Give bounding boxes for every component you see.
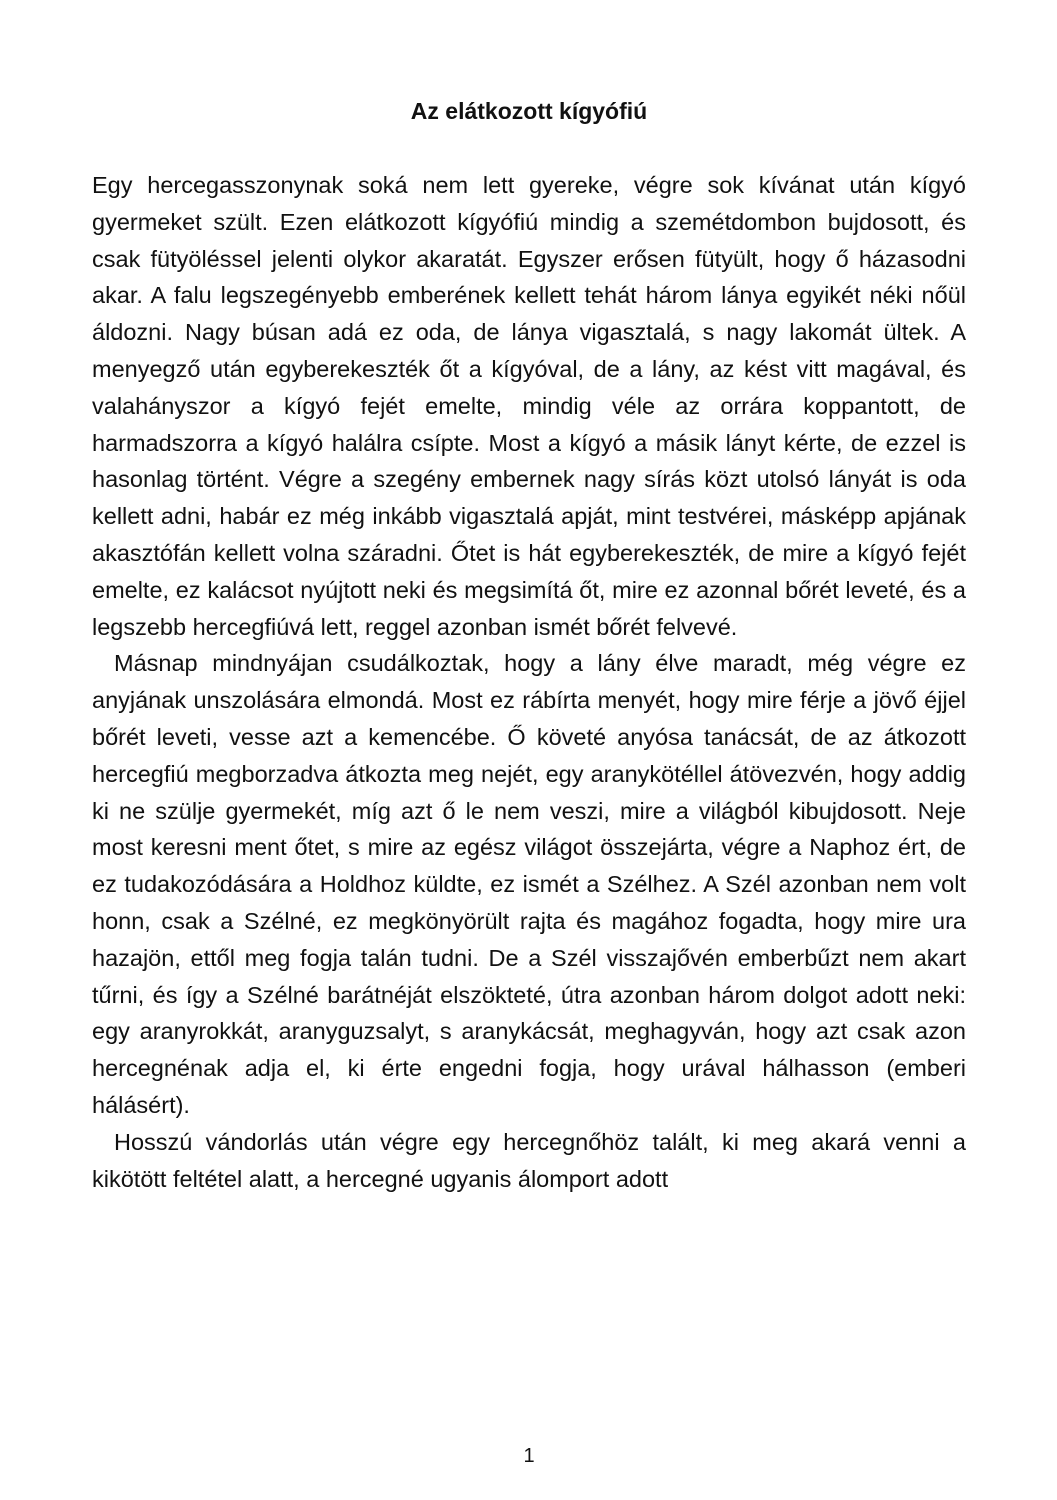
document-page <box>92 0 966 1500</box>
page-number: 1 <box>523 1445 535 1467</box>
paragraph-1: Egy hercegasszonynak soká nem lett gyereke, végre sok kívánat után kígyó gyermeket szült. Ezen elátkozott kígyófiú mindig a szemétdombon bujdosott, és csak fütyöléssel jelenti olykor akaratát. Egyszer erősen fütyült, hogy ő házasodni akar. A falu legszegényebb emberének kellett tehát három lánya egyikét néki nőül áldozni. Nagy búsan adá ez oda, de lánya vigasztalá, s nagy lakomát ültek. A menyegző után egyberekeszték őt a kígyóval, de a lány, az kést vitt magával, és valahányszor a kígyó fejét emelte, mindig véle az orrára koppantott, de harmadszorra a kígyó halálra csípte. Most a kígyó a másik lányt kérte, de ezzel is hasonlag történt. Végre a szegény embernek nagy sírás közt utolsó lányát is oda kellett adni, habár ez még inkább vigasztalá apját, mint testvérei, másképp apjának akasztófán kellett volna száradni. Őtet is hát egyberekeszték, de mire a kígyó fejét emelte, ez kalácsot nyújtott neki és megsimítá őt, mire ez azonnal bőrét leveté, és a legszebb hercegfiúvá lett, reggel azonban ismét bőrét felvevé. <box>92 172 966 640</box>
paragraph-2: Másnap mindnyájan csudálkoztak, hogy a lány élve maradt, még végre ez anyjának unszolására elmondá. Most ez rábírta menyét, hogy mire férje a jövő éjjel bőrét leveti, vesse azt a kemencébe. Ő követé anyósa tanácsát, de az átkozott hercegfiú megborzadva átkozta meg nejét, egy aranykötéllel átövezvén, hogy addig ki ne szülje gyermekét, míg azt ő le nem veszi, mire a világból kibujdosott. Neje most keresni ment őtet, s mire az egész világot összejárta, végre a Naphoz ért, de ez tudakozódására a Holdhoz küldte, ez ismét a Szélhez. A Szél azonban nem volt honn, csak a Szélné, ez megkönyörült rajta és magához fogadta, hogy mire ura hazajön, ettől meg fogja talán tudni. De a Szél visszajővén emberbűzt nem akart tűrni, és így a Szélné barátnéját elszökteté, útra azonban három dolgot adott neki: egy aranyrokkát, aranyguzsalyt, s aranykácsát, meghagyván, hogy azt csak azon hercegnénak adja el, ki érte engedni fogja, hogy urával hálhasson (emberi hálásért). <box>92 650 966 1118</box>
body-text <box>92 167 966 1197</box>
paragraph-3: Hosszú vándorlás után végre egy hercegnőhöz talált, ki meg akará venni a kikötött feltétel alatt, a hercegné ugyanis álomport adott <box>92 1128 966 1192</box>
page-title: Az elátkozott kígyófiú <box>410 98 648 124</box>
